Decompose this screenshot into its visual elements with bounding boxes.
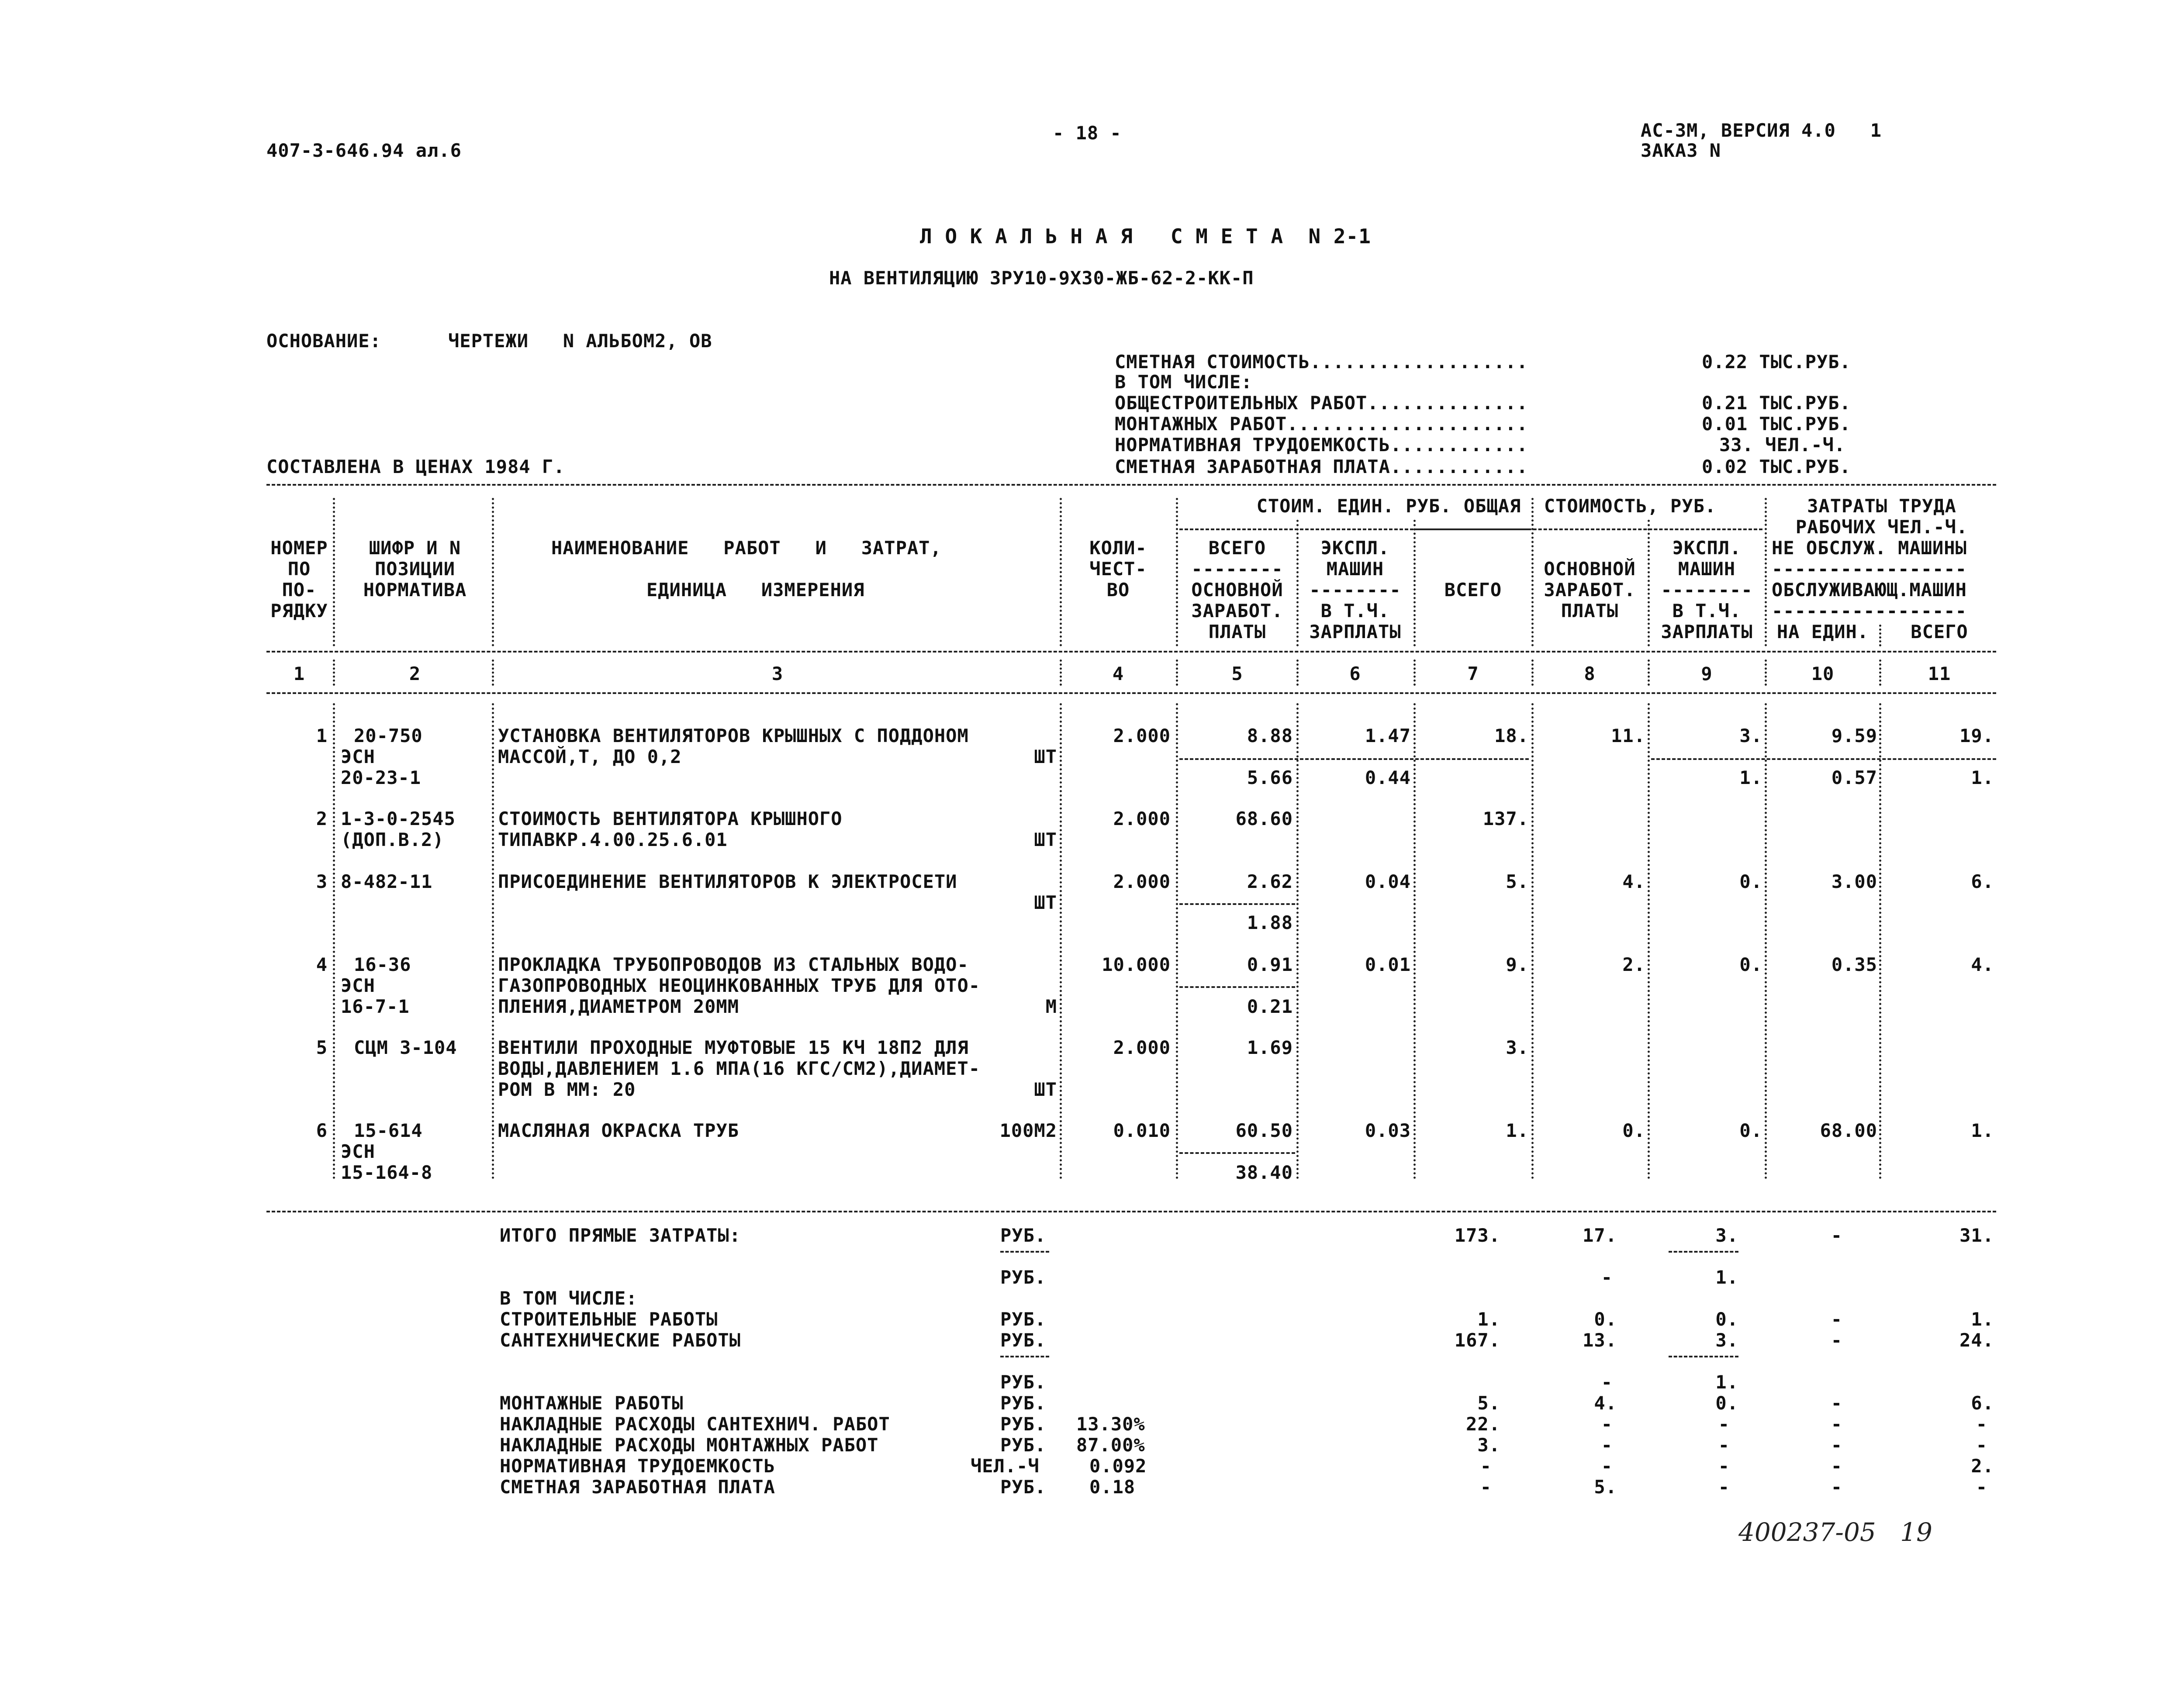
row-unit-machines: 0.01 — [1365, 954, 1411, 975]
col-header-quantity: ВО — [1106, 579, 1130, 601]
row-unit-total: 8.88 — [1247, 725, 1293, 746]
row-total: 9. — [1506, 954, 1529, 975]
totals-machines: 0. — [1715, 1309, 1738, 1330]
col-header-wage: ПЛАТЫ — [1208, 621, 1266, 642]
summary-label: ОБЩЕСТРОИТЕЛЬНЫХ РАБОТ.............. — [1115, 392, 1528, 414]
document-title: Л О К А Л Ь Н А Я С М Е Т А N 2-1 — [920, 224, 1371, 248]
totals-total: 1. — [1477, 1309, 1500, 1330]
row-quantity: 2.000 — [1113, 871, 1171, 892]
row-unit-total: 60.50 — [1235, 1120, 1293, 1141]
row-number: 2 — [316, 808, 328, 829]
col-header-quantity: ЧЕСТ- — [1089, 558, 1147, 580]
group-header-total-cost: ОБЩАЯ СТОИМОСТЬ, РУБ. — [1463, 495, 1717, 517]
totals-machines: 1. — [1715, 1267, 1738, 1288]
totals-total: - — [1480, 1455, 1492, 1477]
row-name: ПЛЕНИЯ,ДИАМЕТРОМ 20ММ — [498, 996, 740, 1017]
col-header-total: ВСЕГО — [1208, 537, 1266, 559]
totals-wage: 17. — [1583, 1225, 1617, 1246]
summary-label: СМЕТНАЯ СТОИМОСТЬ................... — [1115, 351, 1528, 373]
row-machines: 3. — [1739, 725, 1762, 746]
totals-machines: 3. — [1715, 1225, 1738, 1246]
row-number: 1 — [316, 725, 328, 746]
order-label: ЗАКАЗ N — [1641, 140, 1721, 161]
totals-wage: - — [1601, 1455, 1613, 1477]
row-name: УСТАНОВКА ВЕНТИЛЯТОРОВ КРЫШНЫХ С ПОДДОНОМ — [498, 725, 969, 746]
col-header-separator: ----------------- — [1772, 558, 1967, 580]
row-total: 3. — [1506, 1037, 1529, 1058]
totals-wage: 4. — [1594, 1392, 1617, 1414]
totals-unit: РУБ. — [1000, 1392, 1047, 1414]
totals-total: 3. — [1477, 1434, 1500, 1456]
row-code: 8-482-11 — [341, 871, 433, 892]
totals-wage: - — [1601, 1267, 1613, 1288]
totals-machines: - — [1718, 1455, 1730, 1477]
row-wage: 4. — [1622, 871, 1645, 892]
column-number: 6 — [1349, 663, 1361, 684]
summary-label: В ТОМ ЧИСЛЕ: — [1115, 371, 1253, 393]
row-unit: 100М2 — [999, 1120, 1057, 1141]
column-number: 10 — [1811, 663, 1835, 684]
version-label: АС-3М, ВЕРСИЯ 4.0 1 — [1641, 120, 1882, 141]
totals-labor-unit: - — [1831, 1476, 1842, 1498]
summary-value: 0.01 ТЫС.РУБ. — [1702, 413, 1851, 435]
col-header-salary: ЗАРПЛАТЫ — [1309, 621, 1401, 642]
totals-label: В ТОМ ЧИСЛЕ: — [500, 1288, 638, 1309]
row-total: 18. — [1494, 725, 1529, 746]
totals-machines: 1. — [1715, 1371, 1738, 1393]
row-unit-machines: 0.04 — [1365, 871, 1411, 892]
totals-machines: - — [1718, 1476, 1730, 1498]
col-header-total: ВСЕГО — [1444, 579, 1502, 601]
summary-value: 33. ЧЕЛ.-Ч. — [1719, 434, 1846, 456]
totals-labor-total: 31. — [1959, 1225, 1994, 1246]
totals-unit: РУБ. — [1000, 1476, 1047, 1498]
row-name: ГАЗОПРОВОДНЫХ НЕОЦИНКОВАННЫХ ТРУБ ДЛЯ ОТО- — [498, 975, 981, 996]
row-unit: ШТ — [1034, 746, 1057, 767]
totals-labor-unit: - — [1831, 1309, 1842, 1330]
column-number: 3 — [771, 663, 784, 684]
totals-labor-unit: - — [1831, 1225, 1842, 1246]
group-header-unit-cost: СТОИМ. ЕДИН. РУБ. — [1256, 495, 1452, 517]
row-code: 15-614 — [354, 1120, 423, 1141]
totals-labor-total: 24. — [1959, 1329, 1994, 1351]
summary-label: МОНТАЖНЫХ РАБОТ..................... — [1115, 413, 1528, 435]
row-name: МАСЛЯНАЯ ОКРАСКА ТРУБ — [498, 1120, 740, 1141]
totals-labor-total: - — [1976, 1434, 1987, 1456]
col-header-name: НАИМЕНОВАНИЕ РАБОТ И ЗАТРАТ, — [551, 537, 942, 559]
totals-labor-total: - — [1976, 1413, 1987, 1435]
row-code: 1-3-0-2545 — [341, 808, 456, 829]
col-header-separator: -------- — [1309, 579, 1401, 601]
totals-label: МОНТАЖНЫЕ РАБОТЫ — [500, 1392, 684, 1414]
price-basis: СОСТАВЛЕНА В ЦЕНАХ 1984 Г. — [266, 456, 565, 477]
row-total: 137. — [1482, 808, 1529, 829]
row-unit-machines-salary: 0.44 — [1365, 767, 1411, 788]
col-header-wage: ОСНОВНОЙ — [1191, 579, 1283, 601]
totals-unit: РУБ. — [1000, 1329, 1047, 1351]
column-number: 1 — [293, 663, 305, 684]
totals-machines: 0. — [1715, 1392, 1738, 1414]
row-labor-unit: 0.35 — [1831, 954, 1877, 975]
col-header-total: ВСЕГО — [1911, 621, 1968, 642]
document-subtitle: НА ВЕНТИЛЯЦИЮ 3РУ10-9Х30-ЖБ-62-2-КК-П — [829, 267, 1254, 289]
row-code: СЦМ 3-104 — [354, 1037, 457, 1058]
totals-label: СМЕТНАЯ ЗАРАБОТНАЯ ПЛАТА — [500, 1476, 775, 1498]
totals-unit: РУБ. — [1000, 1309, 1047, 1330]
column-number: 7 — [1467, 663, 1479, 684]
row-quantity: 2.000 — [1113, 808, 1171, 829]
row-unit-wage: 0.21 — [1247, 996, 1293, 1017]
row-machines: 0. — [1739, 871, 1762, 892]
row-unit-total: 2.62 — [1247, 871, 1293, 892]
handwritten-note: 400237-05 19 — [1738, 1517, 1932, 1547]
col-header-machines: ЭКСПЛ. — [1672, 537, 1742, 559]
row-number: 5 — [316, 1037, 328, 1058]
row-wage: 11. — [1611, 725, 1645, 746]
summary-value: 0.21 ТЫС.РУБ. — [1702, 392, 1851, 414]
summary-label: НОРМАТИВНАЯ ТРУДОЕМКОСТЬ............ — [1115, 434, 1528, 456]
table-rule — [266, 692, 1996, 694]
row-unit: М — [1045, 996, 1057, 1017]
row-unit: ШТ — [1034, 1079, 1057, 1100]
row-unit-total: 0.91 — [1247, 954, 1293, 975]
row-code: 16-7-1 — [341, 996, 410, 1017]
totals-unit: РУБ. — [1000, 1434, 1047, 1456]
col-header-machines: МАШИН — [1326, 558, 1384, 580]
totals-label: НОРМАТИВНАЯ ТРУДОЕМКОСТЬ — [500, 1455, 775, 1477]
row-code: (ДОП.В.2) — [341, 829, 444, 850]
basis-value: ЧЕРТЕЖИ N АЛЬБОМ2, ОВ — [448, 330, 712, 352]
totals-wage: - — [1601, 1371, 1613, 1393]
totals-total: 173. — [1454, 1225, 1500, 1246]
row-number: 6 — [316, 1120, 328, 1141]
totals-total: - — [1480, 1476, 1492, 1498]
summary-value: 0.02 ТЫС.РУБ. — [1702, 456, 1851, 477]
column-number: 2 — [409, 663, 421, 684]
totals-labor-total: 2. — [1971, 1455, 1994, 1477]
row-name: СТОИМОСТЬ ВЕНТИЛЯТОРА КРЫШНОГО — [498, 808, 843, 829]
row-name: ПРОКЛАДКА ТРУБОПРОВОДОВ ИЗ СТАЛЬНЫХ ВОДО- — [498, 954, 969, 975]
row-labor-total: 4. — [1971, 954, 1994, 975]
row-unit-wage: 38.40 — [1235, 1162, 1293, 1183]
totals-labor-unit: - — [1831, 1434, 1842, 1456]
row-unit-wage: 1.88 — [1247, 912, 1293, 933]
row-labor-total: 1. — [1971, 767, 1994, 788]
totals-unit: РУБ. — [1000, 1371, 1047, 1393]
totals-unit: РУБ. — [1000, 1267, 1047, 1288]
page-number: - 18 - — [1053, 122, 1122, 144]
table-rule — [266, 484, 1996, 486]
table-rule — [266, 651, 1996, 653]
totals-labor-unit: - — [1831, 1413, 1842, 1435]
totals-rate: 0.18 — [1089, 1476, 1136, 1498]
row-labor-unit: 68.00 — [1820, 1120, 1877, 1141]
totals-labor-unit: - — [1831, 1329, 1842, 1351]
row-total: 1. — [1506, 1120, 1529, 1141]
totals-total: 167. — [1454, 1329, 1500, 1351]
col-header-quantity: КОЛИ- — [1089, 537, 1147, 559]
col-header-separator: ----------------- — [1772, 600, 1967, 622]
row-labor-total: 1. — [1971, 1120, 1994, 1141]
row-quantity: 2.000 — [1113, 1037, 1171, 1058]
col-header-per-unit: НА ЕДИН. — [1776, 621, 1869, 642]
totals-machines: - — [1718, 1434, 1730, 1456]
col-header-code: ПОЗИЦИИ — [374, 558, 455, 580]
row-name: ВЕНТИЛИ ПРОХОДНЫЕ МУФТОВЫЕ 15 КЧ 18П2 ДЛЯ — [498, 1037, 969, 1058]
totals-wage: - — [1601, 1413, 1613, 1435]
col-header-number: ПО — [287, 558, 311, 580]
col-header-wage: ЗАРАБОТ. — [1191, 600, 1283, 622]
totals-labor-unit: - — [1831, 1392, 1842, 1414]
totals-wage: 0. — [1594, 1309, 1617, 1330]
row-machines: 0. — [1739, 954, 1762, 975]
row-number: 4 — [316, 954, 328, 975]
row-labor-unit: 3.00 — [1831, 871, 1877, 892]
totals-rate: 13.30% — [1076, 1413, 1145, 1435]
totals-wage: 13. — [1583, 1329, 1617, 1351]
row-total: 5. — [1506, 871, 1529, 892]
row-wage: 2. — [1622, 954, 1645, 975]
col-header-code: ШИФР И N — [369, 537, 461, 559]
row-labor-unit: 9.59 — [1831, 725, 1877, 746]
table-rule — [266, 1211, 1996, 1212]
group-header-labor: РАБОЧИХ ЧЕЛ.-Ч. — [1795, 516, 1968, 538]
totals-label: ИТОГО ПРЯМЫЕ ЗАТРАТЫ: — [500, 1225, 741, 1246]
summary-value: 0.22 ТЫС.РУБ. — [1702, 351, 1851, 373]
row-name: МАССОЙ,Т, ДО 0,2 — [498, 746, 682, 767]
basis-label: ОСНОВАНИЕ: — [266, 330, 381, 352]
row-machines: 0. — [1739, 1120, 1762, 1141]
row-code: ЭСН — [341, 746, 375, 767]
document-code: 407-3-646.94 ал.6 — [266, 140, 462, 161]
totals-unit: РУБ. — [1000, 1413, 1047, 1435]
row-quantity: 2.000 — [1113, 725, 1171, 746]
col-header-separator: -------- — [1661, 579, 1753, 601]
totals-label: СТРОИТЕЛЬНЫЕ РАБОТЫ — [500, 1309, 718, 1330]
col-header-wage: ОСНОВНОЙ — [1544, 558, 1636, 580]
row-name: ПРИСОЕДИНЕНИЕ ВЕНТИЛЯТОРОВ К ЭЛЕКТРОСЕТИ — [498, 871, 957, 892]
col-header-number: НОМЕР — [270, 537, 328, 559]
col-header-labor-type: НЕ ОБСЛУЖ. МАШИНЫ — [1772, 537, 1967, 559]
col-header-salary: ЗАРПЛАТЫ — [1661, 621, 1753, 642]
col-header-incl: В Т.Ч. — [1672, 600, 1742, 622]
row-quantity: 10.000 — [1102, 954, 1171, 975]
row-unit-machines: 0.03 — [1365, 1120, 1411, 1141]
col-header-wage: ЗАРАБОТ. — [1544, 579, 1636, 601]
column-number: 9 — [1701, 663, 1713, 684]
col-header-separator: -------- — [1191, 558, 1283, 580]
row-code: 20-750 — [354, 725, 423, 746]
row-wage: 0. — [1622, 1120, 1645, 1141]
totals-wage: - — [1601, 1434, 1613, 1456]
row-code: ЭСН — [341, 1141, 375, 1162]
row-unit-total: 68.60 — [1235, 808, 1293, 829]
row-code: 16-36 — [354, 954, 411, 975]
totals-unit: ЧЕЛ.-Ч — [971, 1455, 1040, 1477]
totals-total: 5. — [1477, 1392, 1500, 1414]
col-header-number: ПО- — [282, 579, 317, 601]
group-header-labor: ЗАТРАТЫ ТРУДА — [1807, 495, 1956, 517]
row-machines-salary: 1. — [1739, 767, 1762, 788]
row-quantity: 0.010 — [1113, 1120, 1171, 1141]
row-labor-total: 19. — [1959, 725, 1994, 746]
totals-unit: РУБ. — [1000, 1225, 1047, 1246]
col-header-unit: ЕДИНИЦА ИЗМЕРЕНИЯ — [646, 579, 865, 601]
row-unit: ШТ — [1034, 829, 1057, 850]
column-number: 8 — [1584, 663, 1596, 684]
totals-machines: - — [1718, 1413, 1730, 1435]
row-code: 15-164-8 — [341, 1162, 433, 1183]
row-unit: ШТ — [1034, 892, 1057, 913]
column-number: 5 — [1231, 663, 1243, 684]
row-code: 20-23-1 — [341, 767, 422, 788]
totals-labor-total: 6. — [1971, 1392, 1994, 1414]
totals-rate: 87.00% — [1076, 1434, 1145, 1456]
totals-rate: 0.092 — [1089, 1455, 1147, 1477]
totals-labor-unit: - — [1831, 1455, 1842, 1477]
row-labor-unit: 0.57 — [1831, 767, 1877, 788]
totals-label: САНТЕХНИЧЕСКИЕ РАБОТЫ — [500, 1329, 741, 1351]
col-header-wage: ПЛАТЫ — [1561, 600, 1619, 622]
totals-machines: 3. — [1715, 1329, 1738, 1351]
row-unit-wage: 5.66 — [1247, 767, 1293, 788]
column-number: 4 — [1112, 663, 1124, 684]
row-code: ЭСН — [341, 975, 375, 996]
col-header-number: РЯДКУ — [270, 600, 328, 622]
col-header-code: НОРМАТИВА — [363, 579, 467, 601]
totals-labor-total: 1. — [1971, 1309, 1994, 1330]
totals-label: НАКЛАДНЫЕ РАСХОДЫ МОНТАЖНЫХ РАБОТ — [500, 1434, 879, 1456]
col-header-incl: В Т.Ч. — [1320, 600, 1390, 622]
col-header-machines: МАШИН — [1678, 558, 1736, 580]
row-labor-total: 6. — [1971, 871, 1994, 892]
row-number: 3 — [316, 871, 328, 892]
row-name: ТИПАВКР.4.00.25.6.01 — [498, 829, 728, 850]
row-unit-total: 1.69 — [1247, 1037, 1293, 1058]
totals-wage: 5. — [1594, 1476, 1617, 1498]
totals-labor-total: - — [1976, 1476, 1987, 1498]
totals-total: 22. — [1466, 1413, 1500, 1435]
row-name: РОМ В ММ: 20 — [498, 1079, 636, 1100]
col-header-machines: ЭКСПЛ. — [1320, 537, 1390, 559]
col-header-labor-type: ОБСЛУЖИВАЮЩ.МАШИН — [1772, 579, 1967, 601]
row-name: ВОДЫ,ДАВЛЕНИЕМ 1.6 МПА(16 КГС/СМ2),ДИАМЕТ- — [498, 1058, 981, 1079]
totals-label: НАКЛАДНЫЕ РАСХОДЫ САНТЕХНИЧ. РАБОТ — [500, 1413, 890, 1435]
column-number: 11 — [1928, 663, 1951, 684]
row-unit-machines: 1.47 — [1365, 725, 1411, 746]
summary-label: СМЕТНАЯ ЗАРАБОТНАЯ ПЛАТА............ — [1115, 456, 1528, 477]
